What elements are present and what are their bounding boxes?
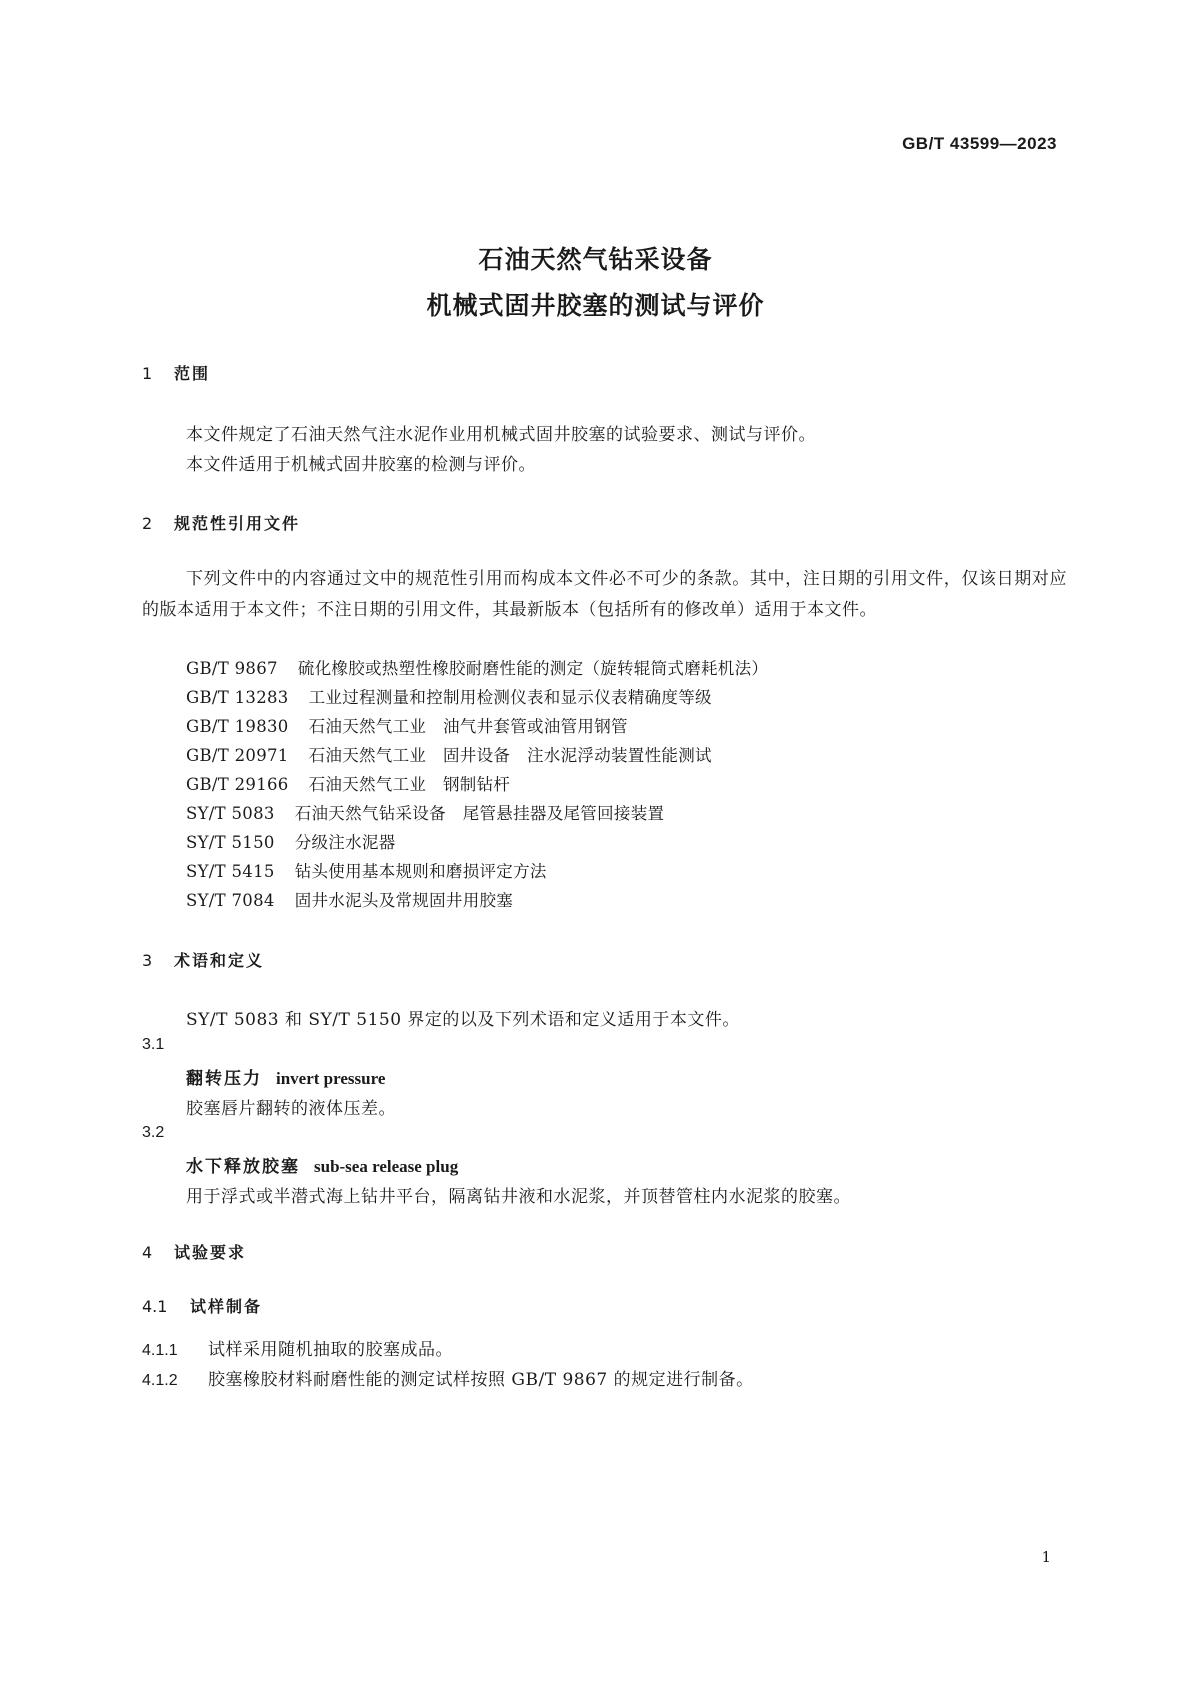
reference-title: 石油天然气工业 油气井套管或油管用钢管 <box>308 717 628 736</box>
clause-text: 试样采用随机抽取的胶塞成品。 <box>208 1340 453 1360</box>
term-heading <box>186 1152 458 1177</box>
reference-title: 石油天然气工业 钢制钻杆 <box>308 775 511 794</box>
reference-code: SY/T 5150 <box>186 833 275 852</box>
section-number: 3 <box>142 951 153 970</box>
document-title-line-1: 石油天然气钻采设备 <box>478 245 713 274</box>
section-1-heading <box>142 361 210 384</box>
section-number: 4 <box>142 1243 153 1262</box>
term-heading <box>186 1064 385 1089</box>
reference-item <box>186 684 712 708</box>
reference-item <box>186 829 396 853</box>
term-english: invert pressure <box>276 1069 386 1088</box>
reference-item <box>186 771 510 795</box>
clause-number: 4.1.2 <box>142 1372 178 1389</box>
section-title: 范围 <box>174 364 211 383</box>
reference-title: 硫化橡胶或热塑性橡胶耐磨性能的测定（旋转辊筒式磨耗机法） <box>297 659 769 678</box>
section-title: 规范性引用文件 <box>174 514 301 533</box>
reference-code: GB/T 13283 <box>186 688 289 707</box>
term-number: 3.2 <box>142 1124 165 1141</box>
term-definition: 用于浮式或半潜式海上钻井平台，隔离钻井液和水泥浆，并顶替管柱内水泥浆的胶塞。 <box>186 1187 851 1207</box>
section-2-heading <box>142 511 300 534</box>
reference-title: 石油天然气工业 固井设备 注水泥浮动装置性能测试 <box>308 746 712 765</box>
reference-item <box>186 800 664 824</box>
terms-intro: SY/T 5083 和 SY/T 5150 界定的以及下列术语和定义适用于本文件。 <box>186 1010 740 1030</box>
reference-title: 石油天然气钻采设备 尾管悬挂器及尾管回接装置 <box>294 804 665 823</box>
term-chinese: 翻转压力 <box>186 1069 262 1089</box>
reference-item <box>186 713 628 737</box>
scope-paragraph-2: 本文件适用于机械式固井胶塞的检测与评价。 <box>186 455 536 475</box>
term-number: 3.1 <box>142 1036 165 1053</box>
term-english: sub-sea release plug <box>314 1157 459 1176</box>
clause-item <box>142 1335 453 1360</box>
section-number: 2 <box>142 514 153 533</box>
reference-item <box>186 887 513 911</box>
scope-paragraph-1: 本文件规定了石油天然气注水泥作业用机械式固井胶塞的试验要求、测试与评价。 <box>186 425 816 445</box>
reference-item <box>186 742 712 766</box>
reference-code: GB/T 20971 <box>186 746 289 765</box>
clause-text: 胶塞橡胶材料耐磨性能的测定试样按照 GB/T 9867 的规定进行制备。 <box>208 1370 754 1390</box>
references-intro: 下列文件中的内容通过文中的规范性引用而构成本文件必不可少的条款。其中，注日期的引用文件，仅该日期对应的版本适用于本文件；不注日期的引用文件，其最新版本（包括所有的修改单）适用于本文件。 <box>142 569 1067 620</box>
subsection-title: 试样制备 <box>190 1297 263 1316</box>
page-number: 1 <box>1041 1548 1051 1566</box>
reference-code: GB/T 19830 <box>186 717 289 736</box>
reference-title: 工业过程测量和控制用检测仪表和显示仪表精确度等级 <box>308 688 712 707</box>
reference-title: 固井水泥头及常规固井用胶塞 <box>294 891 514 910</box>
term-definition: 胶塞唇片翻转的液体压差。 <box>186 1099 396 1119</box>
section-title: 术语和定义 <box>174 951 265 970</box>
document-title-line-2: 机械式固井胶塞的测试与评价 <box>426 291 765 320</box>
reference-code: SY/T 5415 <box>186 862 275 881</box>
reference-item <box>186 655 768 679</box>
reference-title: 分级注水泥器 <box>294 833 396 852</box>
reference-code: GB/T 9867 <box>186 659 278 678</box>
term-chinese: 水下释放胶塞 <box>186 1157 300 1177</box>
clause-number: 4.1.1 <box>142 1342 178 1359</box>
subsection-4-1-heading <box>142 1294 262 1317</box>
reference-title: 钻头使用基本规则和磨损评定方法 <box>294 862 547 881</box>
subsection-number: 4.1 <box>142 1297 168 1316</box>
reference-item <box>186 858 547 882</box>
clause-item <box>142 1365 754 1390</box>
section-title: 试验要求 <box>174 1243 247 1262</box>
reference-code: SY/T 5083 <box>186 804 275 823</box>
reference-code: GB/T 29166 <box>186 775 289 794</box>
section-number: 1 <box>142 364 153 383</box>
standard-code: GB/T 43599—2023 <box>902 134 1057 153</box>
section-3-heading <box>142 948 264 971</box>
section-4-heading <box>142 1240 246 1263</box>
reference-code: SY/T 7084 <box>186 891 275 910</box>
